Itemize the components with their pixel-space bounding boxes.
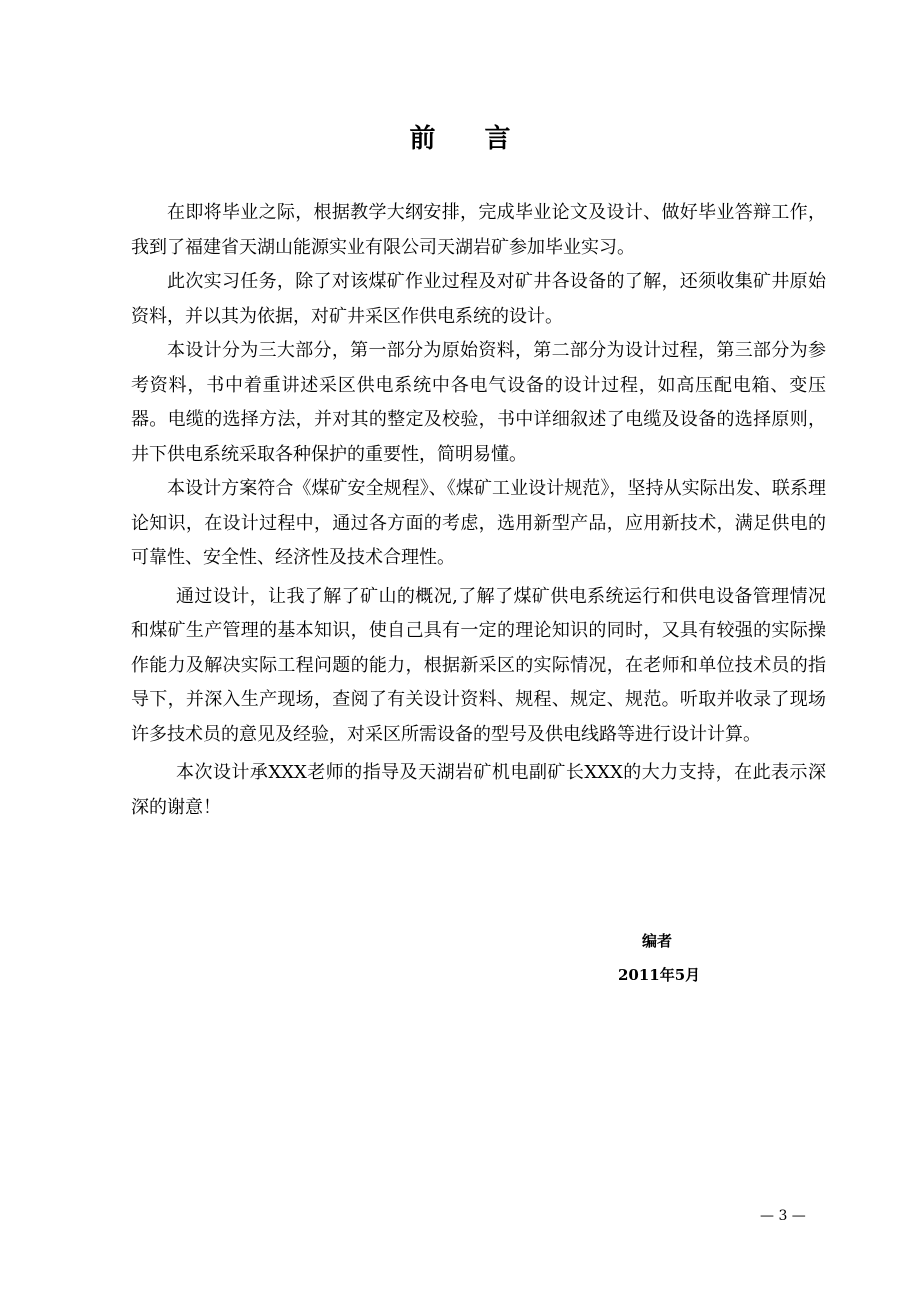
- body-text: [131, 196, 826, 825]
- paragraph-5: 通过设计，让我了解了矿山的概况,了解了煤矿供电系统运行和供电设备管理情况和煤矿生产管理的基本知识，使自己具有一定的理论知识的同时，又具有较强的实际操作能力及解决实际工程问题的能力，根据新采区的实际情况，在老师和单位技术员的指导下，并深入生产现场，查阅了有关设计资料、规程、规定、规范。听取并收录了现场许多技术员的意见及经验，对采区所需设备的型号及供电线路等进行设计计算。: [131, 585, 826, 745]
- paragraph-2: 此次实习任务，除了对该煤矿作业过程及对矿井各设备的了解，还须收集矿井原始资料，并以其为依据，对矿井采区作供电系统的设计。: [131, 271, 826, 327]
- signature-author: 编者: [642, 932, 673, 950]
- paragraph-3: 本设计分为三大部分，第一部分为原始资料，第二部分为设计过程，第三部分为参考资料，书中着重讲述采区供电系统中各电气设备的设计过程，如高压配电箱、变压器。电缆的选择方法，并对其的整定及校验，书中详细叙述了电缆及设备的选择原则，井下供电系统采取各种保护的重要性，简明易懂。: [131, 340, 826, 465]
- paragraph-6: 本次设计承XXX老师的指导及天湖岩矿机电副矿长XXX的大力支持，在此表示深深的谢意！: [131, 762, 826, 818]
- page-number: — 3 —: [760, 1208, 806, 1224]
- paragraph-4: 本设计方案符合《煤矿安全规程》、《煤矿工业设计规范》，坚持从实际出发、联系理论知识，在设计过程中，通过各方面的考虑，选用新型产品，应用新技术，满足供电的可靠性、安全性、经济性及技术合理性。: [131, 478, 826, 568]
- signature-date: 2011年5月: [618, 966, 701, 984]
- page-title: 前 言: [409, 124, 531, 154]
- paragraph-1: 在即将毕业之际，根据教学大纲安排，完成毕业论文及设计、做好毕业答辩工作，我到了福建省天湖山能源实业有限公司天湖岩矿参加毕业实习。: [131, 202, 826, 258]
